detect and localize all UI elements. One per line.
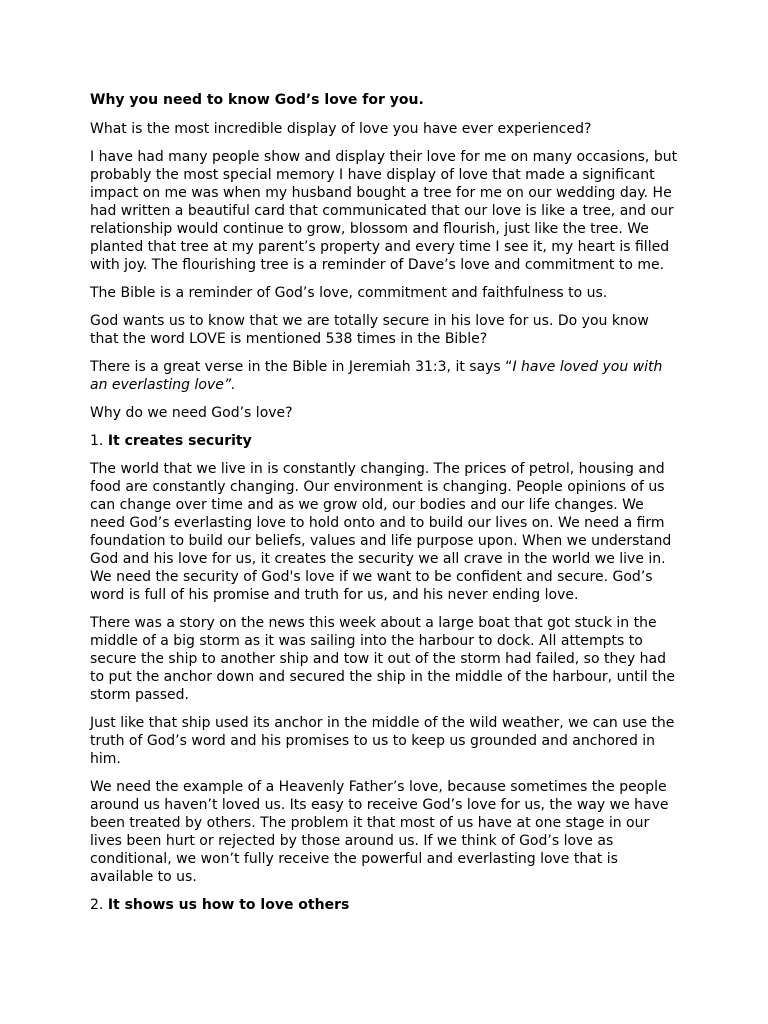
- paragraph-secure-love: God wants us to know that we are totally secure in his love for us. Do you know that the word LOVE is mentioned 538 times in the Bible?: [90, 313, 649, 347]
- paragraph-anchor: Just like that ship used its anchor in the middle of the wild weather, we can use the truth of God’s word and his promises to us to keep us grounded and anchored in him.: [90, 715, 675, 767]
- section-heading-text: It shows us how to love others: [107, 897, 350, 913]
- paragraph-why-question: Why do we need God’s love?: [90, 405, 293, 421]
- section-number: 2.: [90, 897, 108, 913]
- section-heading-1: [90, 432, 679, 450]
- paragraph-bible-reminder: The Bible is a reminder of God’s love, commitment and faithfulness to us.: [90, 285, 608, 301]
- paragraph-jeremiah-verse: [90, 358, 679, 394]
- paragraph-changing-world: The world that we live in is constantly changing. The prices of petrol, housing and food are constantly changing. Our environment is changing. People opinions of us can change over time and as we grow old, our bodies and our life changes. We need God’s everlasting love to hold onto and to build our lives on. We need a firm foundation to build our beliefs, values and life purpose upon. When we understand God and his love for us, it creates the security we all crave in the world we live in. We need the security of God's love if we want to be confident and secure. God’s word is full of his promise and truth for us, and his never ending love.: [90, 461, 672, 603]
- document-title: Why you need to know God’s love for you.: [90, 92, 424, 108]
- section-number: 1.: [90, 433, 108, 449]
- paragraph-tree-story: I have had many people show and display their love for me on many occasions, but probably the most special memory I have display of love that made a significant impact on me was when my husband bought a tree for me on our wedding day. He had written a beautiful card that communicated that our love is like a tree, and our relationship would continue to grow, blossom and flourish, just like the tree. We planted that tree at my parent’s property and every time I see it, my heart is filled with joy. The flourishing tree is a reminder of Dave’s love and commitment to me.: [90, 149, 678, 273]
- section-heading-text: It creates security: [107, 433, 252, 449]
- verse-quote: I have loved you with an everlasting love”.: [90, 359, 663, 393]
- section-heading-2: [90, 896, 679, 914]
- paragraph-boat-story: There was a story on the news this week about a large boat that got stuck in the middle of a big storm as it was sailing into the harbour to dock. All attempts to secure the ship to another ship and tow it out of the storm had failed, so they had to put the anchor down and secured the ship in the middle of the harbour, until the storm passed.: [90, 615, 676, 703]
- paragraph-heavenly-father: We need the example of a Heavenly Father’s love, because sometimes the people around us haven’t loved us. Its easy to receive God’s love for us, the way we have been treated by others. The problem it that most of us have at one stage in our lives been hurt or rejected by those around us. If we think of God’s love as conditional, we won’t fully receive the powerful and everlasting love that is available to us.: [90, 779, 669, 885]
- intro-question: What is the most incredible display of love you have ever experienced?: [90, 121, 592, 137]
- verse-lead-text: There is a great verse in the Bible in Jeremiah 31:3, it says “: [90, 359, 513, 375]
